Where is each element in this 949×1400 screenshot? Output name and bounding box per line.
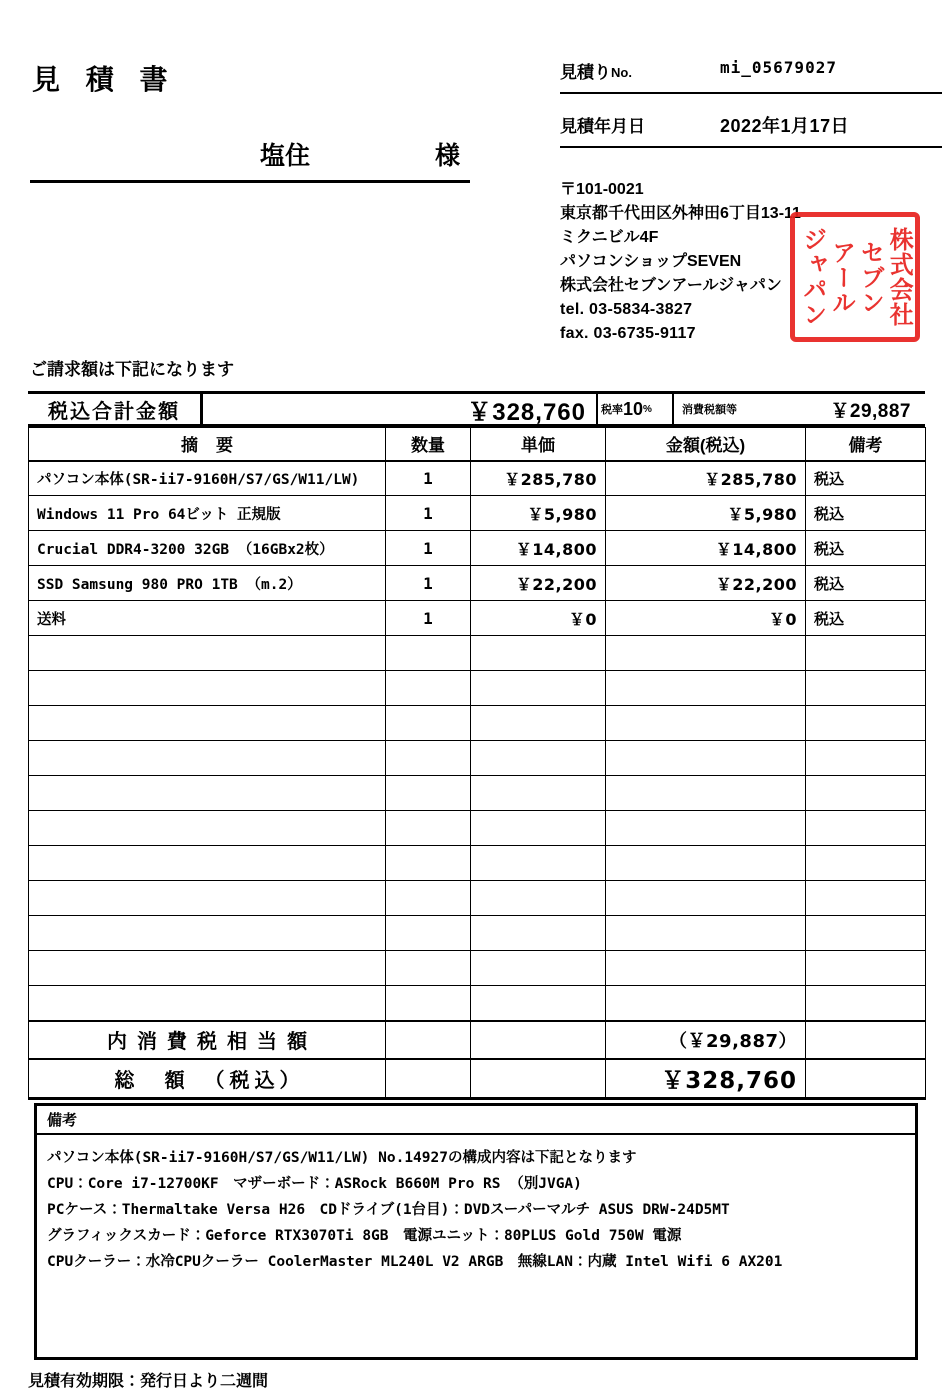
empty-cell: [29, 741, 386, 776]
item-unit-price: ￥14,800: [471, 531, 606, 566]
empty-cell: [29, 671, 386, 706]
quote-date-row: [560, 110, 942, 148]
empty-cell: [606, 706, 806, 741]
empty-cell: [806, 741, 926, 776]
table-row: [29, 461, 926, 496]
empty-cell: [386, 776, 471, 811]
item-amount: ￥285,780: [606, 461, 806, 496]
empty-cell: [471, 636, 606, 671]
item-description: SSD Samsung 980 PRO 1TB （m.2）: [29, 566, 386, 601]
empty-cell: [29, 811, 386, 846]
empty-cell: [29, 776, 386, 811]
table-row-empty: [29, 811, 926, 846]
item-unit-price: ￥0: [471, 601, 606, 636]
empty-cell: [606, 811, 806, 846]
item-amount: ￥14,800: [606, 531, 806, 566]
empty-cell: [471, 881, 606, 916]
item-note: 税込: [806, 601, 926, 636]
remark-line: グラフィックスカード：Geforce RTX3070Ti 8GB 電源ユニット：80PLUS Gold 750W 電源: [47, 1228, 682, 1244]
item-description: パソコン本体(SR-ii7-9160H/S7/GS/W11/LW): [29, 461, 386, 496]
tax-rate-unit: %: [643, 403, 652, 415]
page-title: 見 積 書: [32, 64, 177, 95]
empty-cell: [386, 706, 471, 741]
item-note: 税込: [806, 461, 926, 496]
internal-tax-unit-cell: [471, 1021, 606, 1059]
remarks-box: [34, 1103, 918, 1360]
header-quantity: 数量: [386, 428, 471, 461]
empty-cell: [806, 951, 926, 986]
table-header-row: [29, 428, 926, 461]
remarks-body: [37, 1135, 915, 1275]
customer-field: [30, 136, 470, 183]
table-row-empty: [29, 741, 926, 776]
item-description: Windows 11 Pro 64ビット 正規版: [29, 496, 386, 531]
item-quantity: 1: [386, 461, 471, 496]
empty-cell: [471, 706, 606, 741]
table-row-empty: [29, 916, 926, 951]
empty-cell: [386, 951, 471, 986]
empty-cell: [471, 776, 606, 811]
empty-cell: [806, 916, 926, 951]
item-unit-price: ￥285,780: [471, 461, 606, 496]
empty-cell: [606, 636, 806, 671]
empty-cell: [386, 811, 471, 846]
table-row: [29, 601, 926, 636]
company-shop-name: パソコンショップSEVEN: [560, 253, 742, 270]
internal-tax-amount: （￥29,887）: [606, 1021, 806, 1059]
table-row-empty: [29, 776, 926, 811]
quote-date-label: 見積年月日: [560, 117, 645, 136]
empty-cell: [806, 636, 926, 671]
total-amount: ￥328,760: [467, 398, 586, 426]
empty-cell: [606, 951, 806, 986]
table-row-empty: [29, 951, 926, 986]
empty-cell: [386, 636, 471, 671]
remark-line: CPU：Core i7-12700KF マザーボード：ASRock B660M Pro RS （別JVGA): [47, 1176, 582, 1192]
empty-cell: [606, 776, 806, 811]
item-unit-price: ￥22,200: [471, 566, 606, 601]
empty-cell: [606, 916, 806, 951]
empty-cell: [606, 741, 806, 776]
remark-line: パソコン本体(SR-ii7-9160H/S7/GS/W11/LW) No.14927の構成内容は下記となります: [47, 1150, 637, 1166]
empty-cell: [606, 986, 806, 1021]
item-amount: ￥22,200: [606, 566, 806, 601]
tax-rate-value: 10: [623, 398, 644, 419]
empty-cell: [386, 986, 471, 1021]
item-amount: ￥5,980: [606, 496, 806, 531]
grand-total-row: [29, 1059, 926, 1099]
grand-total-qty-cell: [386, 1059, 471, 1099]
empty-cell: [806, 986, 926, 1021]
grand-total-amount: ￥328,760: [606, 1059, 806, 1099]
header-note: 備考: [806, 428, 926, 461]
company-tel: tel. 03-5834-3827: [560, 301, 693, 318]
header-unit-price: 単価: [471, 428, 606, 461]
empty-cell: [606, 846, 806, 881]
item-quantity: 1: [386, 601, 471, 636]
company-fax: fax. 03-6735-9117: [560, 325, 696, 342]
seal-column-1: 株式会社: [885, 227, 913, 327]
empty-cell: [471, 951, 606, 986]
billing-note: ご請求額は下記になります: [30, 360, 234, 379]
tax-rate-cell: [596, 394, 674, 424]
grand-total-note-cell: [806, 1059, 926, 1099]
total-label: 税込合計金額: [28, 394, 203, 424]
internal-tax-note-cell: [806, 1021, 926, 1059]
table-row-empty: [29, 706, 926, 741]
empty-cell: [386, 916, 471, 951]
seal-column-3: アール: [827, 239, 855, 315]
table-row: [29, 496, 926, 531]
item-description: 送料: [29, 601, 386, 636]
total-summary-strip: [28, 391, 925, 427]
empty-cell: [806, 811, 926, 846]
tax-amount-label: 消費税額等: [682, 404, 737, 416]
empty-cell: [29, 951, 386, 986]
empty-cell: [471, 986, 606, 1021]
empty-cell: [806, 846, 926, 881]
empty-cell: [806, 776, 926, 811]
empty-cell: [806, 881, 926, 916]
empty-cell: [806, 706, 926, 741]
item-note: 税込: [806, 496, 926, 531]
header-description: 摘要: [29, 428, 386, 461]
validity-note: 見積有効期限：発行日より二週間: [28, 1373, 269, 1390]
line-items-body: [29, 461, 926, 1021]
item-unit-price: ￥5,980: [471, 496, 606, 531]
item-note: 税込: [806, 566, 926, 601]
remark-line: PCケース：Thermaltake Versa H26 CDドライブ(1台目)：DVDスーパーマルチ ASUS DRW-24D5MT: [47, 1202, 730, 1218]
company-address-line1: 東京都千代田区外神田6丁目13-11: [560, 205, 801, 222]
empty-cell: [606, 881, 806, 916]
empty-cell: [386, 881, 471, 916]
company-seal-stamp: [790, 212, 920, 342]
empty-cell: [29, 881, 386, 916]
quote-number-label: 見積りNo.: [560, 63, 632, 82]
table-row-empty: [29, 881, 926, 916]
table-row-empty: [29, 636, 926, 671]
grand-total-unit-cell: [471, 1059, 606, 1099]
table-row-empty: [29, 671, 926, 706]
company-postal-code: 〒101-0021: [560, 181, 644, 198]
item-quantity: 1: [386, 531, 471, 566]
customer-name: 塩住: [260, 142, 311, 170]
tax-amount-value: ￥29,887: [830, 400, 911, 422]
item-quantity: 1: [386, 496, 471, 531]
remarks-title: 備考: [37, 1106, 915, 1135]
empty-cell: [386, 671, 471, 706]
item-description: Crucial DDR4-3200 32GB （16GBx2枚）: [29, 531, 386, 566]
company-address-block: [560, 178, 801, 346]
remark-line: CPUクーラー：水冷CPUクーラー CoolerMaster ML240L V2 ARGB 無線LAN：内蔵 Intel Wifi 6 AX201: [47, 1254, 783, 1270]
quote-number-row: [560, 56, 942, 94]
empty-cell: [386, 741, 471, 776]
internal-tax-row: [29, 1021, 926, 1059]
header-amount: 金額(税込): [606, 428, 806, 461]
tax-rate-label: 税率: [601, 404, 623, 416]
company-corporate-name: 株式会社セブンアールジャパン: [560, 277, 782, 294]
item-note: 税込: [806, 531, 926, 566]
seal-column-4: ジャパン: [798, 227, 826, 327]
empty-cell: [29, 916, 386, 951]
quote-date-value: 2022年1月17日: [720, 116, 850, 136]
table-row-empty: [29, 846, 926, 881]
internal-tax-label: 内消費税相当額: [29, 1021, 386, 1059]
empty-cell: [471, 741, 606, 776]
empty-cell: [606, 671, 806, 706]
empty-cell: [29, 706, 386, 741]
empty-cell: [471, 671, 606, 706]
empty-cell: [29, 636, 386, 671]
empty-cell: [471, 811, 606, 846]
line-items-table: [28, 427, 926, 1100]
customer-honorific: 様: [434, 142, 460, 170]
empty-cell: [471, 846, 606, 881]
table-row: [29, 566, 926, 601]
item-quantity: 1: [386, 566, 471, 601]
internal-tax-qty-cell: [386, 1021, 471, 1059]
empty-cell: [471, 916, 606, 951]
item-amount: ￥0: [606, 601, 806, 636]
table-row-empty: [29, 986, 926, 1021]
grand-total-label: 総 額 （税込）: [29, 1059, 386, 1099]
quote-number-value: mi_05679027: [720, 58, 837, 77]
table-row: [29, 531, 926, 566]
empty-cell: [29, 846, 386, 881]
seal-column-2: セブン: [856, 239, 884, 315]
empty-cell: [29, 986, 386, 1021]
company-address-line2: ミクニビル4F: [560, 229, 659, 246]
empty-cell: [386, 846, 471, 881]
empty-cell: [806, 671, 926, 706]
